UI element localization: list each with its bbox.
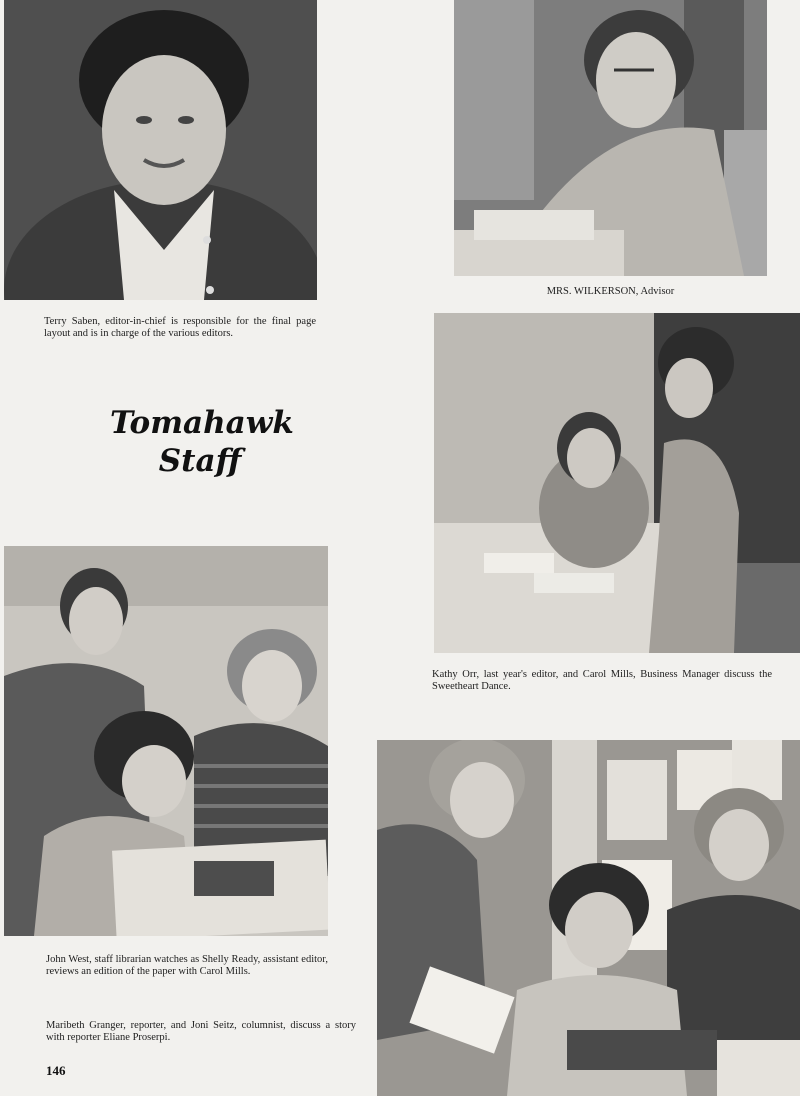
caption-librarian: John West, staff librarian watches as Shelly Ready, assistant editor, reviews an edition of the paper with Carol Mills.: [46, 954, 328, 977]
photo-terry-saben: [4, 0, 317, 300]
title-line-1: Tomahawk: [110, 405, 294, 441]
photo-librarian-group: [4, 546, 328, 936]
caption-reporters: Maribeth Granger, reporter, and Joni Seitz, columnist, discuss a story with reporter Eliane Proserpi.: [46, 1020, 356, 1043]
page-title: [110, 404, 294, 480]
title-line-2: Staff: [158, 443, 242, 479]
page-number: 146: [46, 1063, 66, 1078]
photo-business-staff: [434, 313, 800, 653]
caption-editor: Terry Saben, editor-in-chief is responsible for the final page layout and is in charge of the various editors.: [44, 316, 316, 339]
caption-advisor: MRS. WILKERSON, Advisor: [546, 286, 675, 297]
photo-reporters-group: [377, 740, 800, 1096]
caption-business: Kathy Orr, last year's editor, and Carol Mills, Business Manager discuss the Sweetheart Dance.: [432, 669, 772, 692]
photo-mrs-wilkerson: [454, 0, 767, 276]
